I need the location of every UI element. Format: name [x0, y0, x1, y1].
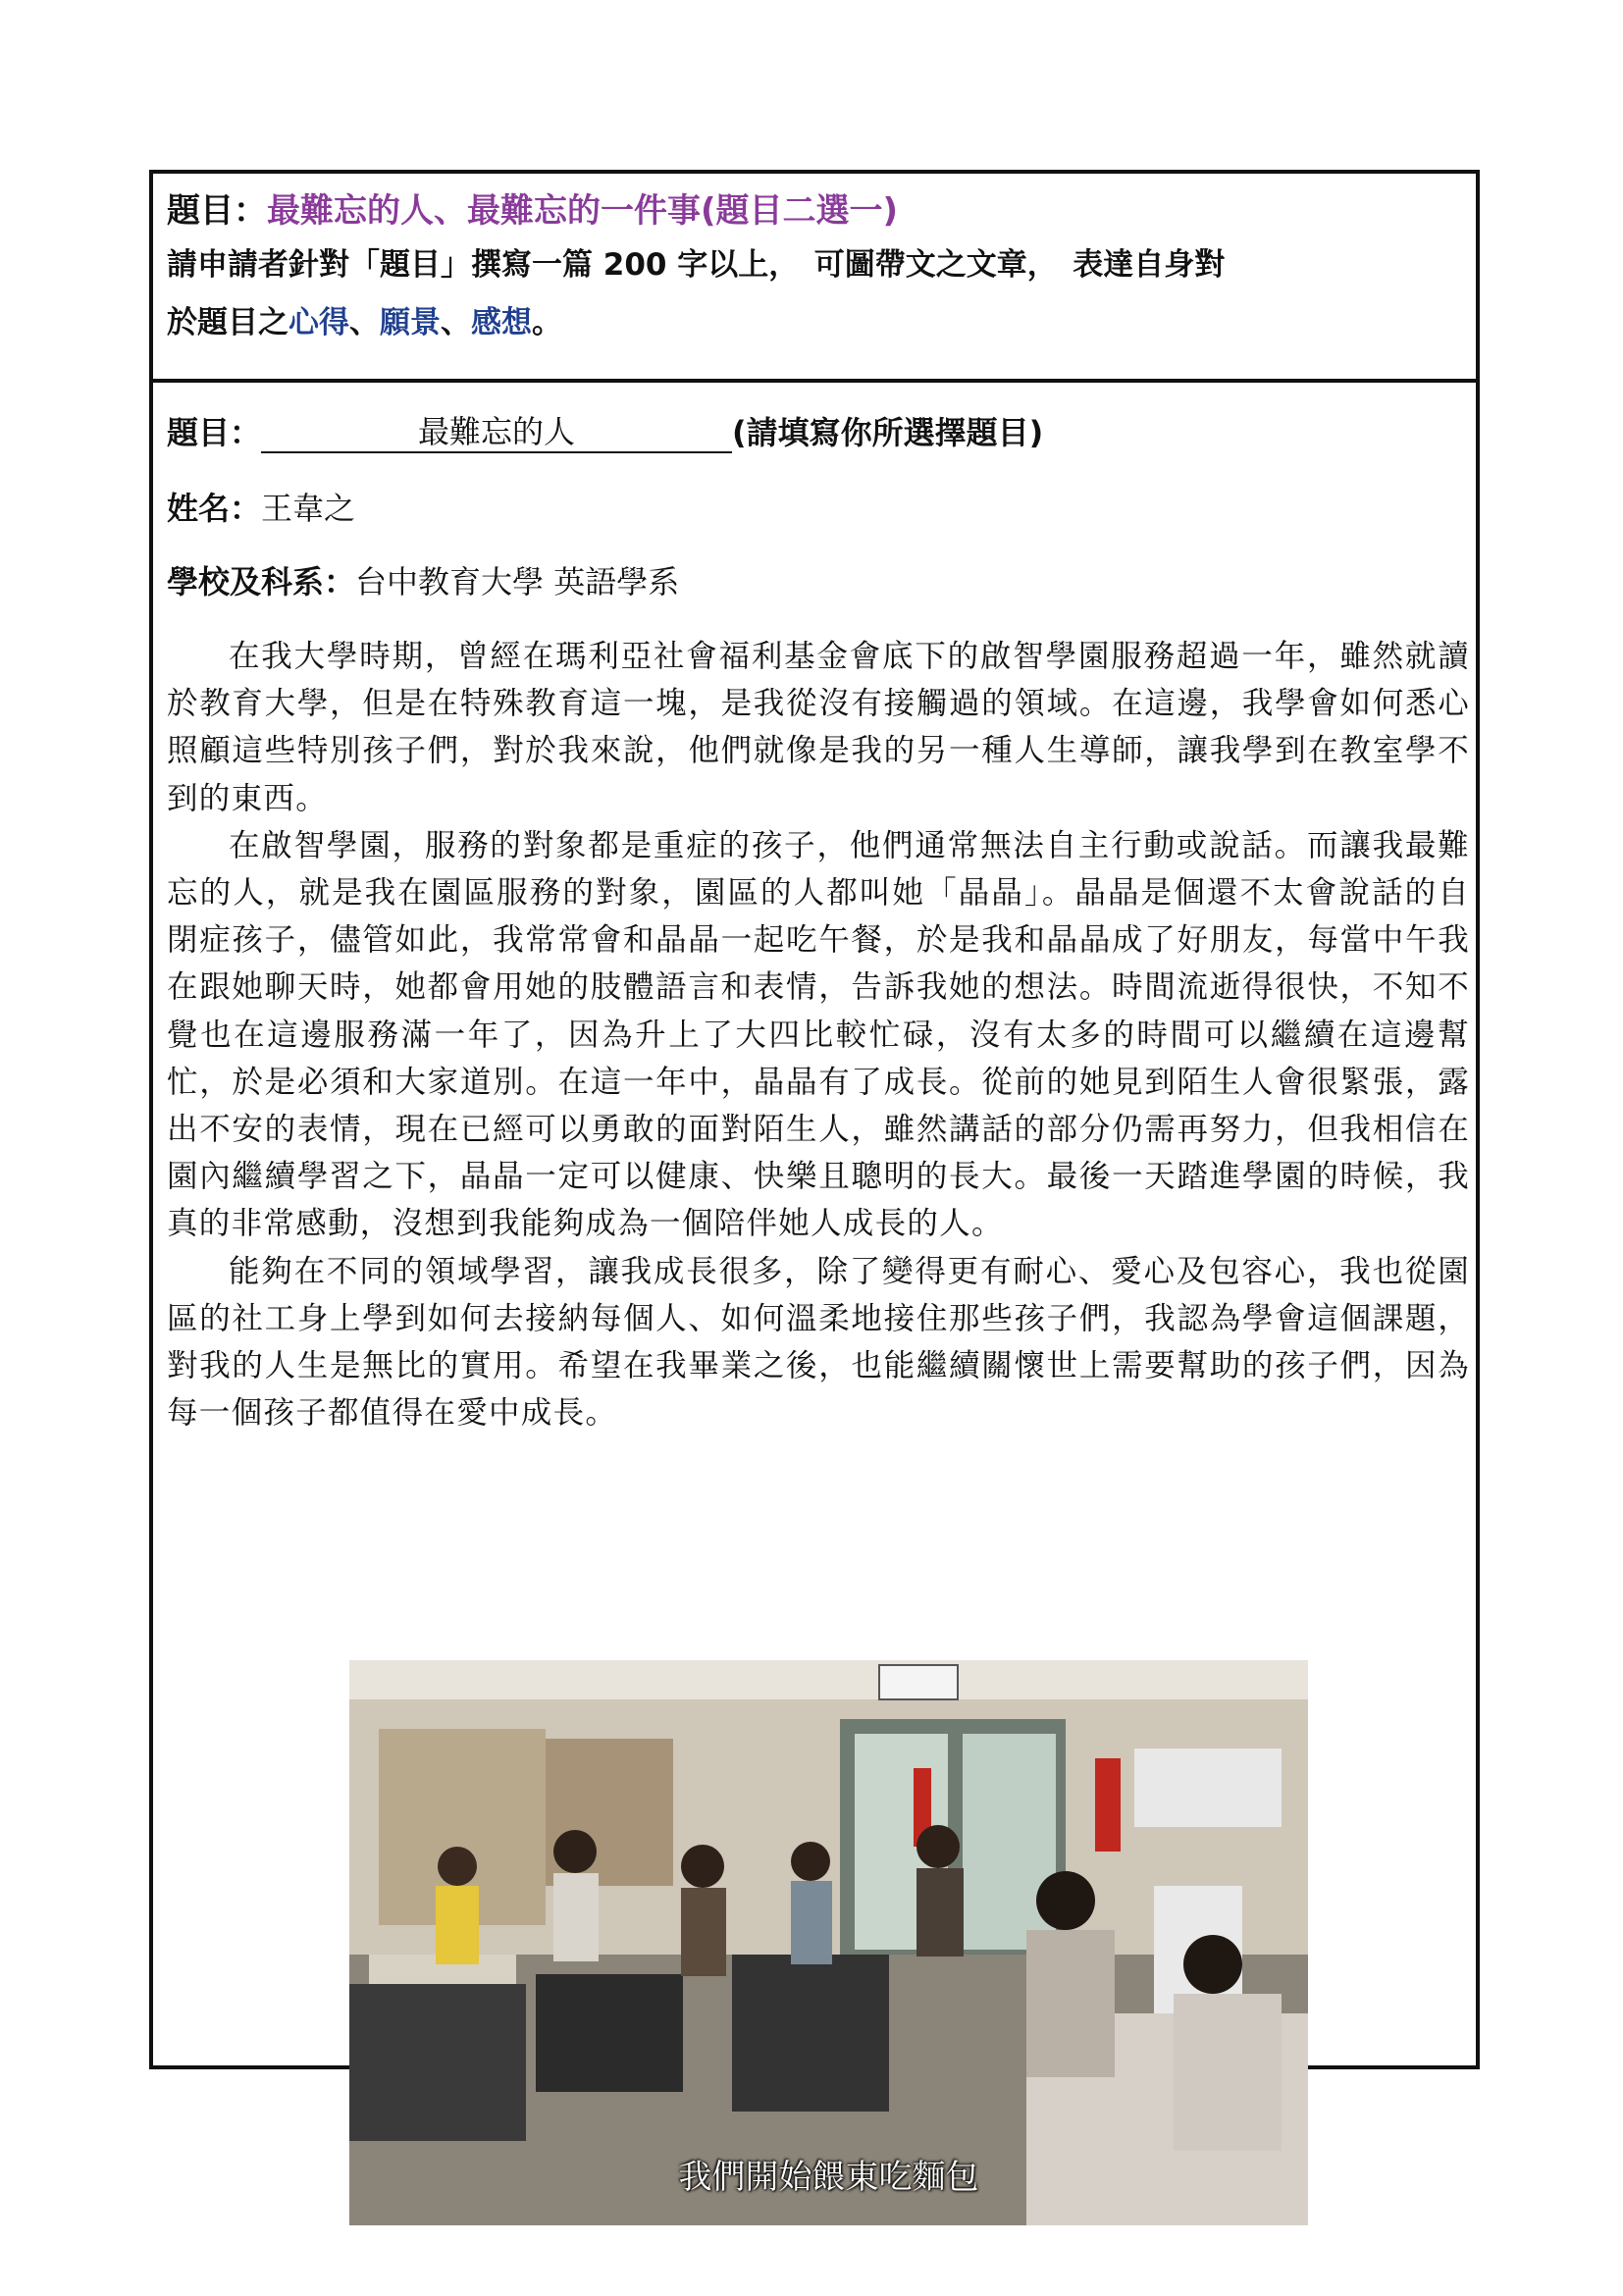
keyword-separator: 、	[349, 305, 380, 340]
essay-paragraph: 在我大學時期，曾經在瑪利亞社會福利基金會底下的啟智學園服務超過一年，雖然就讀於教育大學，但是在特殊教育這一塊，是我從沒有接觸過的領域。在這邊，我學會如何悉心照顧這些特別孩子們，對於我來說，他們就像是我的另一種人生導師，讓我學到在教室學不到的東西。	[167, 639, 1470, 816]
essay-paragraph: 能夠在不同的領域學習，讓我成長很多，除了變得更有耐心、愛心及包容心，我也從園區的社工身上學到如何去接納每個人、如何溫柔地接住那些孩子們，我認為學會這個課題，對我的人生是無比的實用。希望在我畢業之後，也能繼續關懷世上需要幫助的孩子們，因為每一個孩子都值得在愛中成長。	[167, 1253, 1470, 1432]
topic-field-hint: (請填寫你所選擇題目)	[732, 414, 1044, 451]
instructions-box	[153, 174, 1476, 383]
topic-prompt-label: 題目：	[167, 191, 267, 231]
keyword-vision: 願景	[380, 305, 441, 340]
keyword-reflection: 心得	[288, 305, 349, 340]
form-frame	[149, 170, 1480, 2197]
instruction-keywords	[167, 295, 1476, 350]
name-field-value: 王韋之	[261, 490, 356, 527]
classroom-photo	[349, 1660, 1308, 2225]
instruction-prefix: 於題目之	[167, 305, 288, 340]
name-field	[167, 484, 355, 529]
instruction-end: 。	[532, 305, 562, 340]
keyword-separator: 、	[441, 305, 471, 340]
name-field-label: 姓名：	[167, 490, 262, 527]
topic-field-value: 最難忘的人	[261, 412, 732, 453]
school-field-value: 台中教育大學 英語學系	[355, 563, 680, 600]
topic-field	[167, 408, 1043, 453]
essay-body	[167, 633, 1470, 1436]
essay-paragraph: 在啟智學園，服務的對象都是重症的孩子，他們通常無法自主行動或說話。而讓我最難忘的人，就是我在園區服務的對象，園區的人都叫她「晶晶」。晶晶是個還不太會說話的自閉症孩子，儘管如此，我常常會和晶晶一起吃午餐，於是我和晶晶成了好朋友，每當中午我在跟她聊天時，她都會用她的肢體語言和表情，告訴我她的想法。時間流逝得很快，不知不覺也在這邊服務滿一年了，因為升上了大四比較忙碌，沒有太多的時間可以繼續在這邊幫忙，於是必須和大家道別。在這一年中，晶晶有了成長。從前的她見到陌生人會很緊張，露出不安的表情，現在已經可以勇敢的面對陌生人，雖然講話的部分仍需再努力，但我相信在園內繼續學習之下，晶晶一定可以健康、快樂且聰明的長大。最後一天踏進學園的時候，我真的非常感動，沒想到我能夠成為一個陪伴她人成長的人。	[167, 827, 1470, 1242]
school-field-label: 學校及科系：	[167, 563, 356, 600]
topic-field-label: 題目：	[167, 414, 262, 451]
school-field	[167, 557, 679, 602]
photo-caption: 我們開始餵東吃麵包	[678, 2158, 979, 2197]
instruction-line: 請申請者針對「題目」撰寫一篇 200 字以上， 可圖帶文之文章， 表達自身對	[167, 247, 1226, 283]
submission-content	[167, 383, 1470, 2197]
classroom-photo-illustration	[349, 1660, 1308, 2225]
keyword-thoughts: 感想	[471, 305, 532, 340]
topic-prompt	[167, 187, 1476, 235]
topic-prompt-text: 最難忘的人、最難忘的一件事(題目二選一)	[267, 191, 899, 231]
